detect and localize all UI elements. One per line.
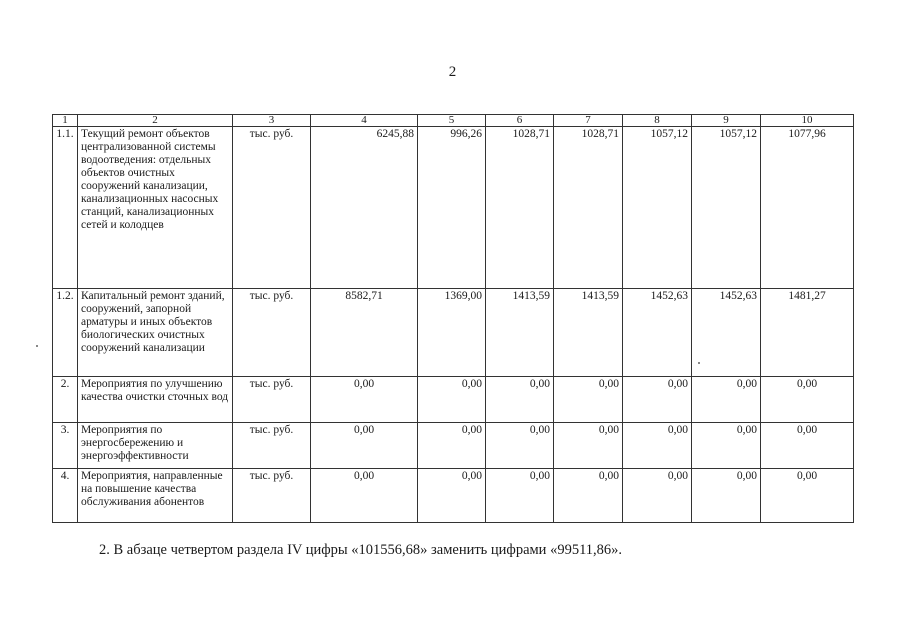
row-value: 0,00 [311,377,418,423]
column-header: 8 [623,115,692,127]
table-row [53,127,854,289]
row-value: 0,00 [554,423,623,469]
row-name: Мероприятия, направленные на повышение качества обслуживания абонентов [78,469,233,523]
row-value: 0,00 [623,377,692,423]
column-header: 5 [418,115,486,127]
row-value: 1452,63 [692,289,761,377]
row-value: 0,00 [761,377,854,423]
row-value: 0,00 [692,469,761,523]
row-value: 1028,71 [486,127,554,289]
row-value: 0,00 [486,423,554,469]
row-value: 0,00 [418,469,486,523]
row-name: Мероприятия по улучшению качества очистки сточных вод [78,377,233,423]
amendment-paragraph: 2. В абзаце четвертом раздела IV цифры «101556,68» заменить цифрами «99511,86». [99,542,623,558]
row-value: 1413,59 [486,289,554,377]
column-header: 10 [761,115,854,127]
row-value: 6245,88 [311,127,418,289]
column-header: 3 [233,115,311,127]
row-value: 1057,12 [623,127,692,289]
row-value: 1413,59 [554,289,623,377]
row-value: 0,00 [311,469,418,523]
row-unit: тыс. руб. [233,423,311,469]
table-row [53,289,854,377]
column-header: 7 [554,115,623,127]
row-index: 1.2. [53,289,78,377]
header-row [53,115,854,127]
table-row [53,423,854,469]
row-index: 1.1. [53,127,78,289]
row-value: 1077,96 [761,127,854,289]
row-index: 3. [53,423,78,469]
row-value: 1452,63 [623,289,692,377]
scan-speck [36,345,38,347]
row-value: 0,00 [692,423,761,469]
row-value: 0,00 [418,377,486,423]
row-value: 0,00 [554,377,623,423]
column-header: 4 [311,115,418,127]
row-value: 1369,00 [418,289,486,377]
row-index: 4. [53,469,78,523]
row-name: Мероприятия по энергосбережению и энергоэффективности [78,423,233,469]
column-header: 9 [692,115,761,127]
row-value: 0,00 [761,423,854,469]
row-value: 1057,12 [692,127,761,289]
page-number: 2 [448,64,457,80]
row-value: 1481,27 [761,289,854,377]
row-unit: тыс. руб. [233,127,311,289]
column-header: 6 [486,115,554,127]
data-table [52,114,854,523]
row-value: 0,00 [486,469,554,523]
row-value: 0,00 [554,469,623,523]
row-unit: тыс. руб. [233,377,311,423]
row-value: 0,00 [311,423,418,469]
row-value: 0,00 [623,423,692,469]
row-value: 996,26 [418,127,486,289]
column-header: 1 [53,115,78,127]
row-value: 0,00 [418,423,486,469]
column-header: 2 [78,115,233,127]
scan-speck [698,362,700,364]
row-value: 0,00 [692,377,761,423]
row-name: Текущий ремонт объектов централизованной системы водоотведения: отдельных объектов очистных сооружений канализации, канализационных насосных станций, канализационных сетей и колодцев [78,127,233,289]
row-value: 8582,71 [311,289,418,377]
row-value: 0,00 [623,469,692,523]
row-unit: тыс. руб. [233,469,311,523]
row-value: 0,00 [486,377,554,423]
row-index: 2. [53,377,78,423]
row-unit: тыс. руб. [233,289,311,377]
row-value: 1028,71 [554,127,623,289]
table-row [53,469,854,523]
row-value: 0,00 [761,469,854,523]
table-row [53,377,854,423]
row-name: Капитальный ремонт зданий, сооружений, запорной арматуры и иных объектов биологических очистных сооружений канализации [78,289,233,377]
